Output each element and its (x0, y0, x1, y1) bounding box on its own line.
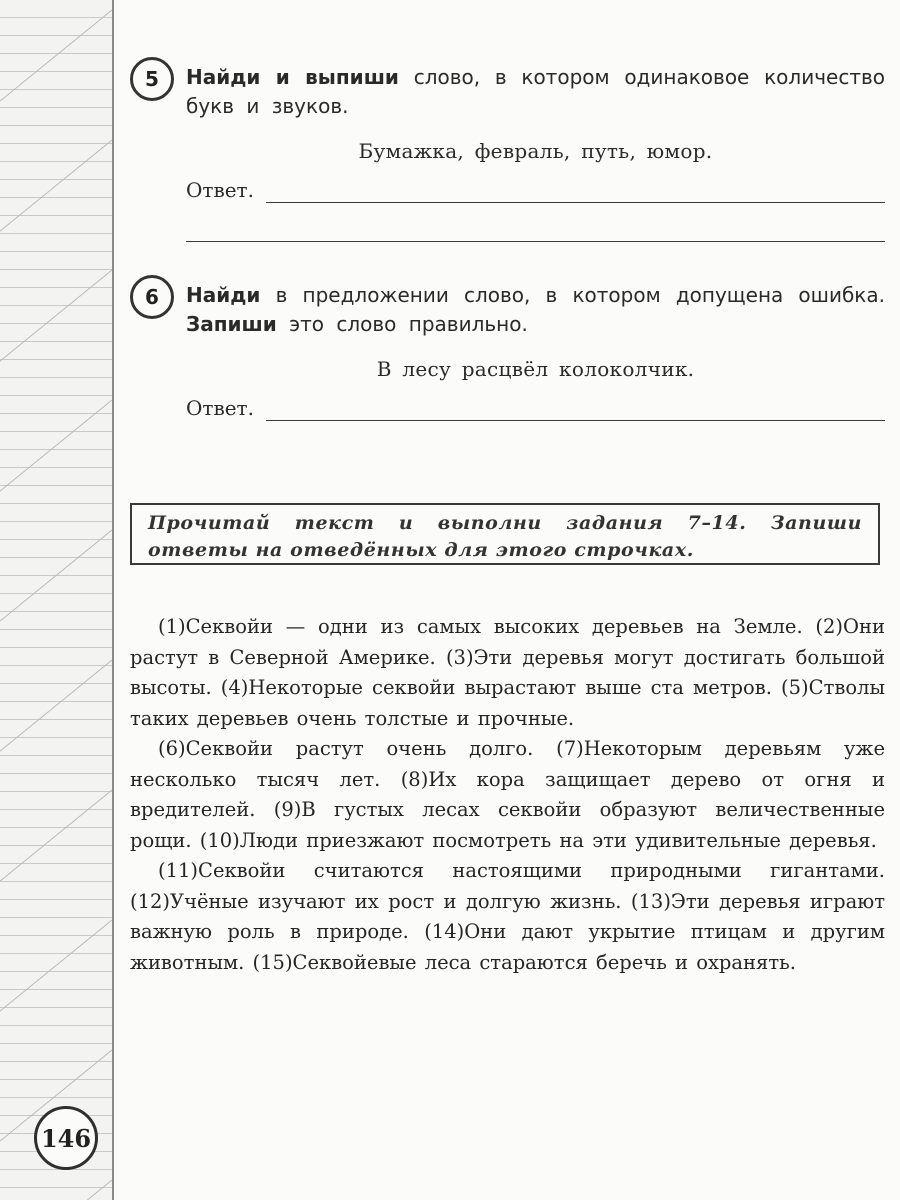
task-6-answer-line[interactable] (266, 398, 885, 421)
reading-paragraph-2: (6)Секвойи растут очень долго. (7)Некоторым деревьям уже несколько тысяч лет. (8)Их кора защищает дерево от огня и вредителей. (9)В густых лесах секвойи образуют величественные рощи. (10)Люди приезжают посмотреть на эти удивительные деревья. (130, 737, 885, 852)
task-5-number: 5 (130, 57, 174, 101)
task-6-bold-mid: Запиши (186, 312, 277, 336)
task-5-bold-lead: Найди и выпиши (186, 65, 399, 89)
task-5-text (186, 57, 885, 121)
task-5-answer-label: Ответ. (186, 178, 254, 202)
margin-rule (112, 0, 114, 1200)
task-5-example: Бумажка, февраль, путь, юмор. (358, 139, 713, 163)
task-6-bold-lead: Найди (186, 283, 261, 307)
task-6 (130, 275, 885, 421)
task-6-example: В лесу расцвёл колоколчик. (376, 357, 695, 381)
reading-paragraph-3: (11)Секвойи считаются настоящими природными гигантами. (12)Учёные изучают их рост и долгую жизнь. (13)Эти деревья играют важную роль в природе. (14)Они дают укрытие птицам и другим животным. (15)Секвойевые леса стараются беречь и охранять. (130, 859, 885, 974)
page-number: 146 (34, 1106, 98, 1170)
task-5-answer-row (186, 177, 885, 203)
task-6-body-b: это слово правильно. (276, 312, 528, 336)
task-6-body-a: в предложении слово, в котором допущена ошибка. (260, 283, 885, 307)
task-5 (130, 57, 885, 242)
task-6-text (186, 275, 885, 339)
instruction-box: Прочитай текст и выполни задания 7–14. Запиши ответы на отведённых для этого строчках. (130, 503, 880, 565)
task-5-body: слово, в котором одинаковое количество букв и звуков. (186, 65, 885, 118)
task-6-number: 6 (130, 275, 174, 319)
reading-paragraph-1: (1)Секвойи — одни из самых высоких деревьев на Земле. (2)Они растут в Северной Америке. (3)Эти деревья могут достигать большой высоты. (4)Некоторые секвойи вырастают выше ста метров. (5)Стволы таких деревьев очень толстые и прочные. (130, 615, 885, 730)
margin-diagonal-lines (0, 0, 112, 1200)
lined-margin (0, 0, 112, 1200)
task-6-answer-row (186, 395, 885, 421)
reading-text (130, 612, 885, 978)
task-5-answer-line-2[interactable] (186, 233, 885, 242)
task-6-answer-label: Ответ. (186, 396, 254, 420)
task-5-answer-line[interactable] (266, 180, 885, 203)
